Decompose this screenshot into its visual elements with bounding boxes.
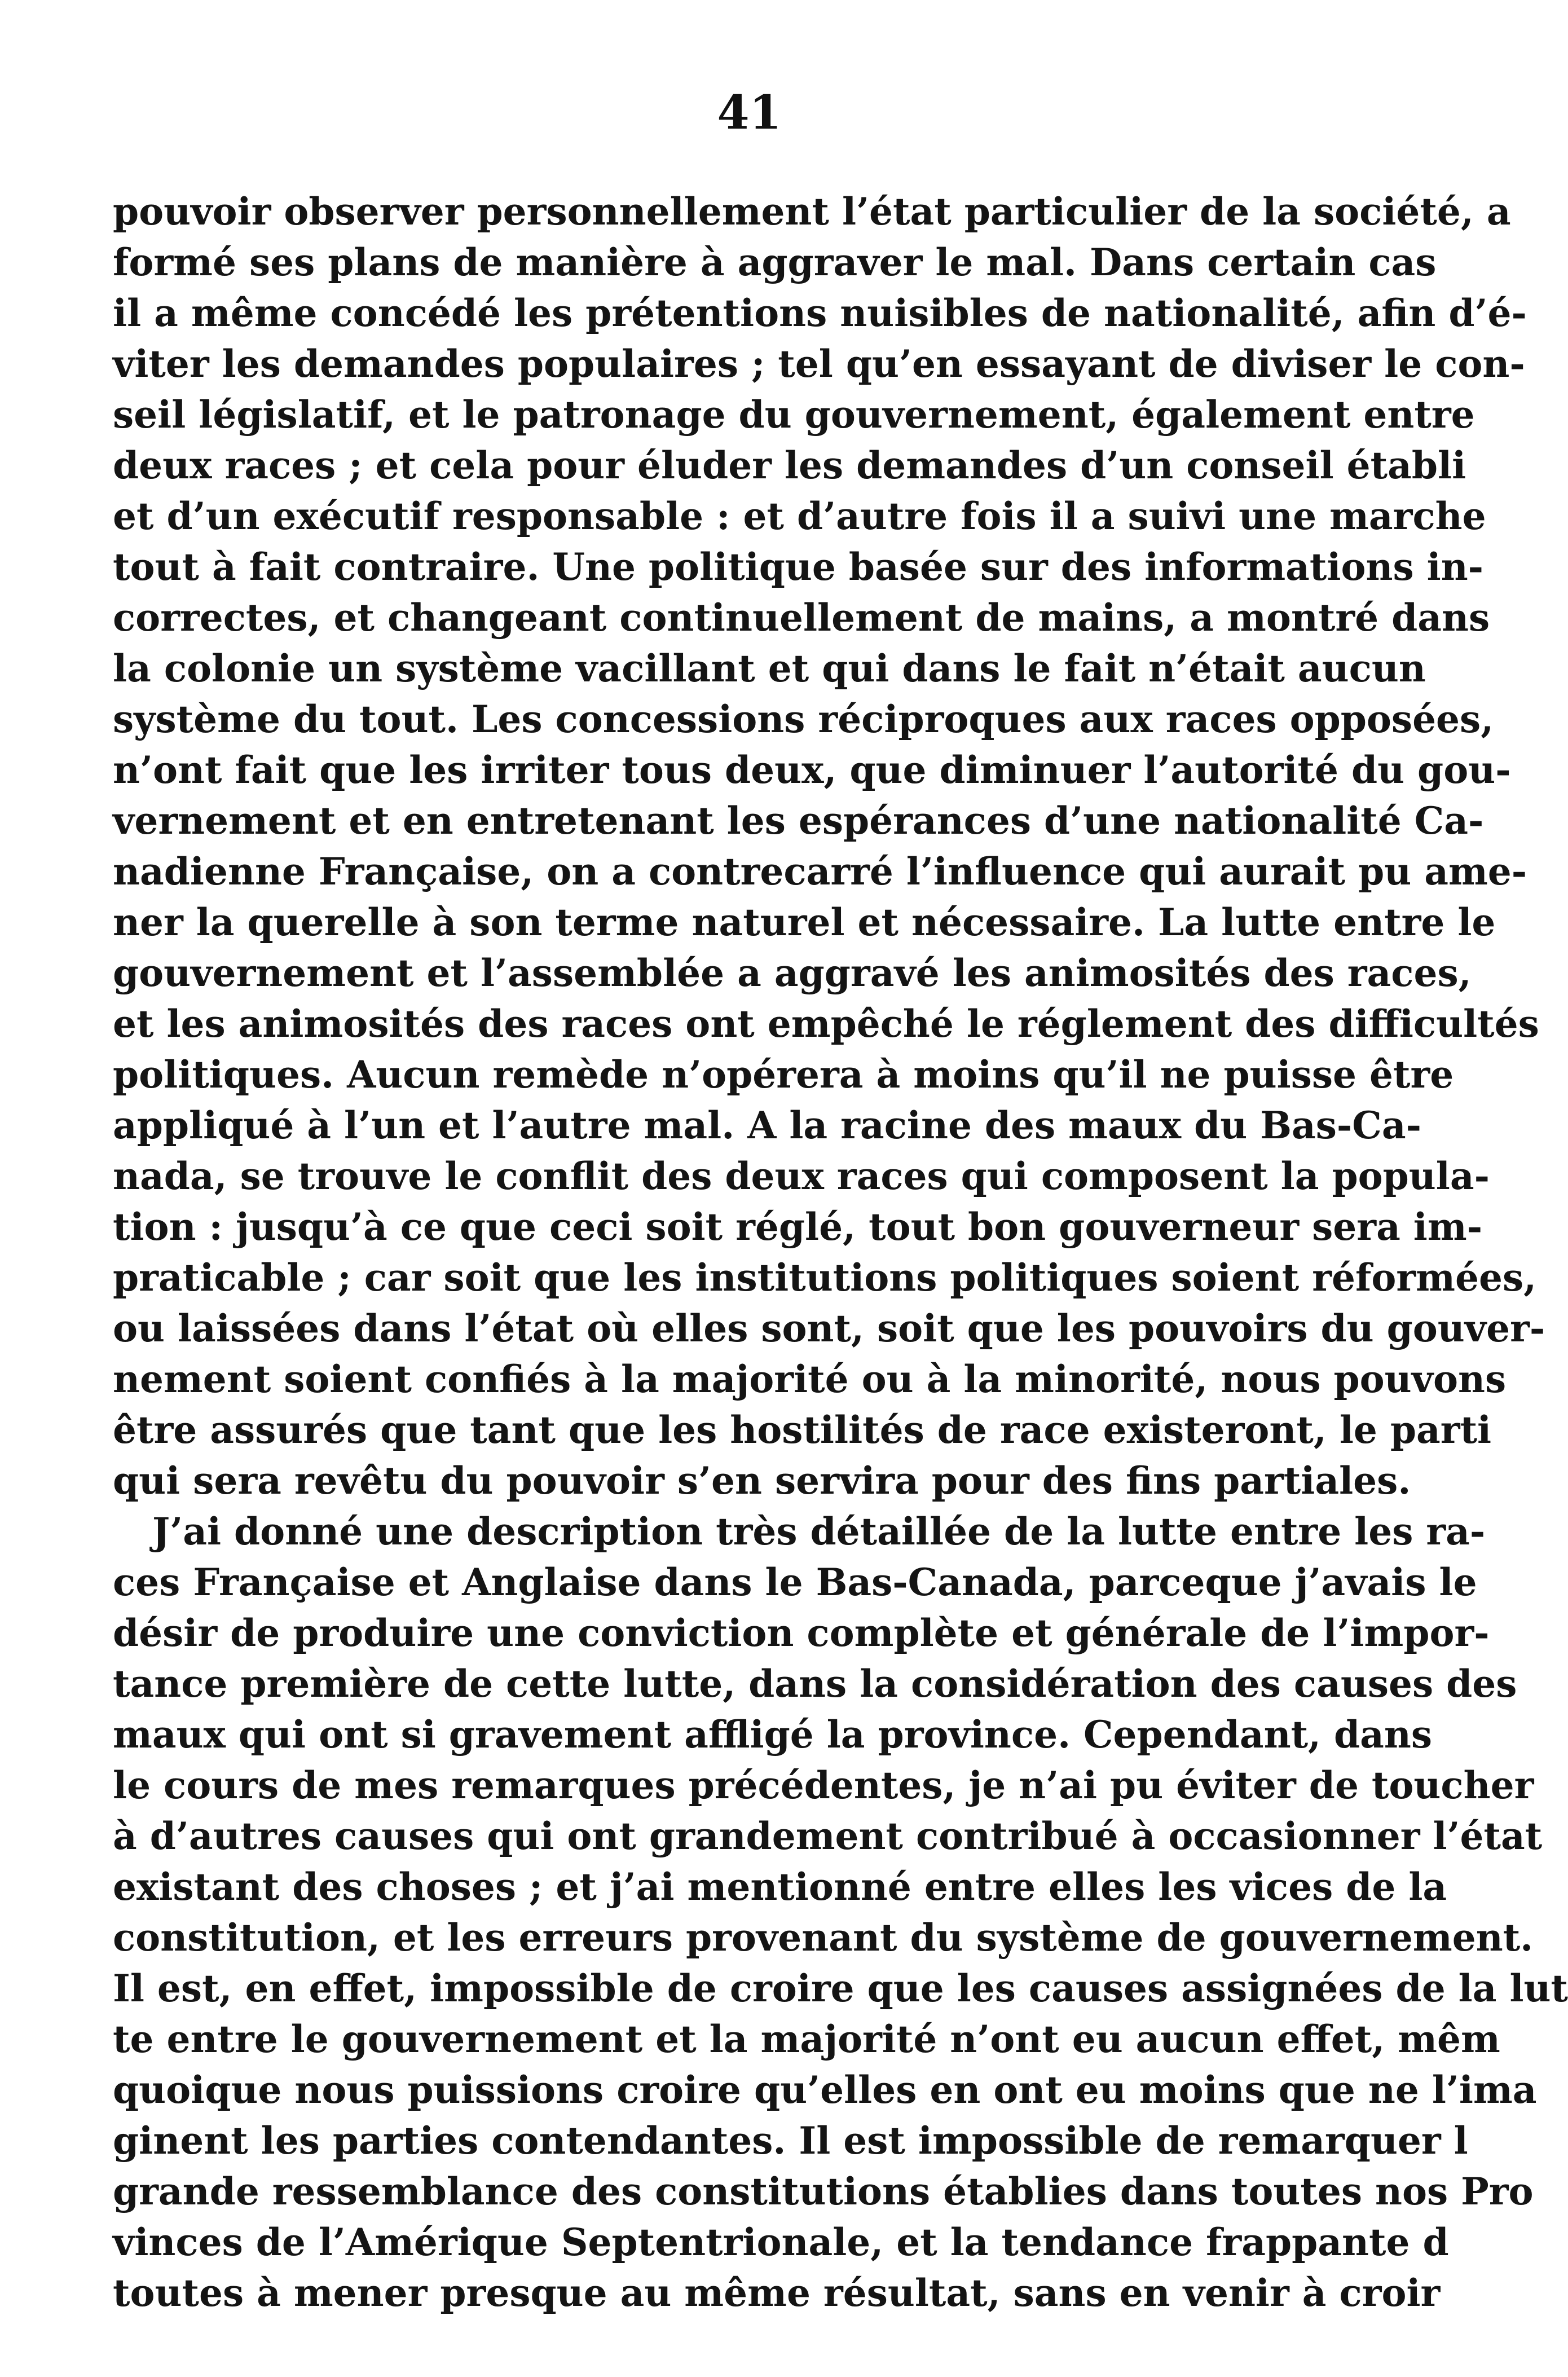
text-line: quoique nous puissions croire qu’elles en ont eu moins que ne l’ima [113,2068,1537,2112]
text-line: formé ses plans de manière à aggraver le mal. Dans certain cas [113,240,1437,284]
text-line: nadienne Française, on a contrecarré l’influence qui aurait pu ame- [113,849,1527,893]
text-line: pouvoir observer personnellement l’état particulier de la société, a [113,190,1511,234]
text-line: ou laissées dans l’état où elles sont, soit que les pouvoirs du gouver- [113,1306,1545,1350]
text-line: viter les demandes populaires ; tel qu’en essayant de diviser le con- [113,342,1525,386]
text-line: deux races ; et cela pour éluder les demandes d’un conseil établi [113,443,1466,487]
text-line: nement soient confiés à la majorité ou à la minorité, nous pouvons [113,1357,1507,1401]
text-line: toutes à mener presque au même résultat, sans en venir à croir [113,2271,1441,2315]
text-line: il a même concédé les prétentions nuisibles de nationalité, afin d’é- [113,291,1527,335]
text-line: Il est, en effet, impossible de croire que les causes assignées de la lut [113,1966,1568,2010]
text-line: être assurés que tant que les hostilités de race existeront, le parti [113,1408,1492,1452]
text-line: vernement et en entretenant les espérances d’une nationalité Ca- [113,799,1484,843]
text-line: nada, se trouve le conflit des deux races qui composent la popula- [113,1154,1490,1198]
text-line: et d’un exécutif responsable : et d’autre fois il a suivi une marche [113,494,1486,538]
text-line: te entre le gouvernement et la majorité n’ont eu aucun effet, mêm [113,2017,1500,2061]
text-line: tance première de cette lutte, dans la considération des causes des [113,1662,1517,1706]
text-line: ginent les parties contendantes. Il est impossible de remarquer l [113,2119,1468,2163]
text-line: appliqué à l’un et l’autre mal. A la racine des maux du Bas-Ca- [113,1103,1421,1147]
text-line: grande ressemblance des constitutions établies dans toutes nos Pro [113,2169,1534,2213]
text-line: maux qui ont si gravement affligé la province. Cependant, dans [113,1713,1433,1757]
text-line: ner la querelle à son terme naturel et nécessaire. La lutte entre le [113,900,1496,944]
text-line-paragraph-start: J’ai donné une description très détaillée de la lutte entre les ra- [152,1509,1486,1553]
text-line: système du tout. Les concessions réciproques aux races opposées, [113,697,1494,741]
text-line: praticable ; car soit que les institutions politiques soient réformées, [113,1256,1537,1300]
text-line-paragraph-end: qui sera revêtu du pouvoir s’en servira pour des fins partiales. [113,1459,1411,1503]
text-line: à d’autres causes qui ont grandement contribué à occasionner l’état [113,1814,1543,1858]
text-line: gouvernement et l’assemblée a aggravé les animosités des races, [113,951,1472,995]
text-line: tion : jusqu’à ce que ceci soit réglé, tout bon gouverneur sera im- [113,1205,1483,1249]
text-line: constitution, et les erreurs provenant du système de gouvernement. [113,1916,1534,1960]
text-line: tout à fait contraire. Une politique basée sur des informations in- [113,545,1484,589]
text-line: vinces de l’Amérique Septentrionale, et la tendance frappante d [113,2220,1449,2264]
text-line: ces Française et Anglaise dans le Bas-Canada, parceque j’avais le [113,1560,1477,1604]
text-line: et les animosités des races ont empêché le réglement des difficultés [113,1002,1539,1046]
text-line: seil législatif, et le patronage du gouvernement, également entre [113,393,1475,437]
body-text [113,186,1568,2318]
text-line: n’ont fait que les irriter tous deux, que diminuer l’autorité du gou- [113,748,1511,792]
text-line: existant des choses ; et j’ai mentionné entre elles les vices de la [113,1865,1447,1909]
text-line: le cours de mes remarques précédentes, je n’ai pu éviter de toucher [113,1763,1534,1807]
text-line: la colonie un système vacillant et qui dans le fait n’était aucun [113,646,1426,690]
text-line: politiques. Aucun remède n’opérera à moins qu’il ne puisse être [113,1053,1454,1097]
text-line: correctes, et changeant continuellement de mains, a montré dans [113,596,1490,640]
page-number: 41 [717,86,782,140]
text-line: désir de produire une conviction complète et générale de l’impor- [113,1611,1490,1655]
